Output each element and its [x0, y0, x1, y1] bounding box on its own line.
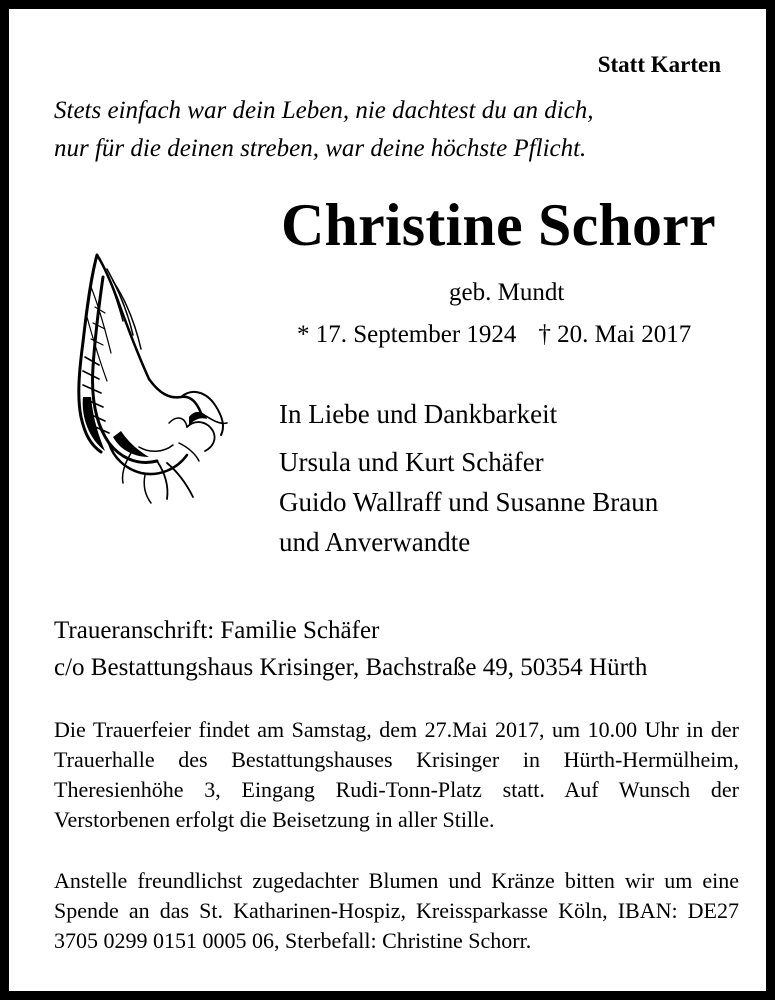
family-line-1: Ursula und Kurt Schäfer — [279, 447, 544, 477]
poem-line-1: Stets einfach war dein Leben, nie dachtest du an dich, — [54, 97, 594, 124]
death-date: † 20. Mai 2017 — [538, 321, 692, 348]
funeral-info-paragraph: Die Trauerfeier findet am Samstag, dem 27.Mai 2017, um 10.00 Uhr in der Trauerhalle des Bestattungshauses Krisinger in Hürth-Hermülheim, Theresienhöhe 3, Eingang Rudi-Tonn-Platz statt. Auf Wunsch der Verstorbenen erfolgt die Beisetzung in aller Stille. — [54, 717, 739, 832]
poem-line-2: nur für die deinen streben, war deine höchste Pflicht. — [54, 135, 587, 162]
statt-karten-label: Statt Karten — [597, 52, 721, 77]
family-line-2: Guido Wallraff und Susanne Braun — [279, 487, 659, 517]
mourning-address-line-2: c/o Bestattungshaus Krisinger, Bachstraße 49, 50354 Hürth — [54, 654, 648, 681]
family-line-3: und Anverwandte — [279, 527, 471, 557]
donation-paragraph: Anstelle freundlichst zugedachter Blumen und Kränze bitten wir um eine Spende an das St. Katharinen-Hospiz, Kreissparkasse Köln, IBAN: DE27 3705 0299 0151 0005 06, Sterbefall: Christine Schorr. — [54, 868, 739, 953]
praying-hands-icon — [69, 247, 234, 509]
maiden-name: geb. Mundt — [449, 279, 565, 306]
birth-date: * 17. September 1924 — [297, 321, 517, 348]
life-dates — [297, 321, 691, 349]
deceased-name: Christine Schorr — [281, 192, 716, 258]
family-intro: In Liebe und Dankbarkeit — [279, 399, 558, 429]
mourning-address-line-1: Traueranschrift: Familie Schäfer — [54, 617, 380, 644]
